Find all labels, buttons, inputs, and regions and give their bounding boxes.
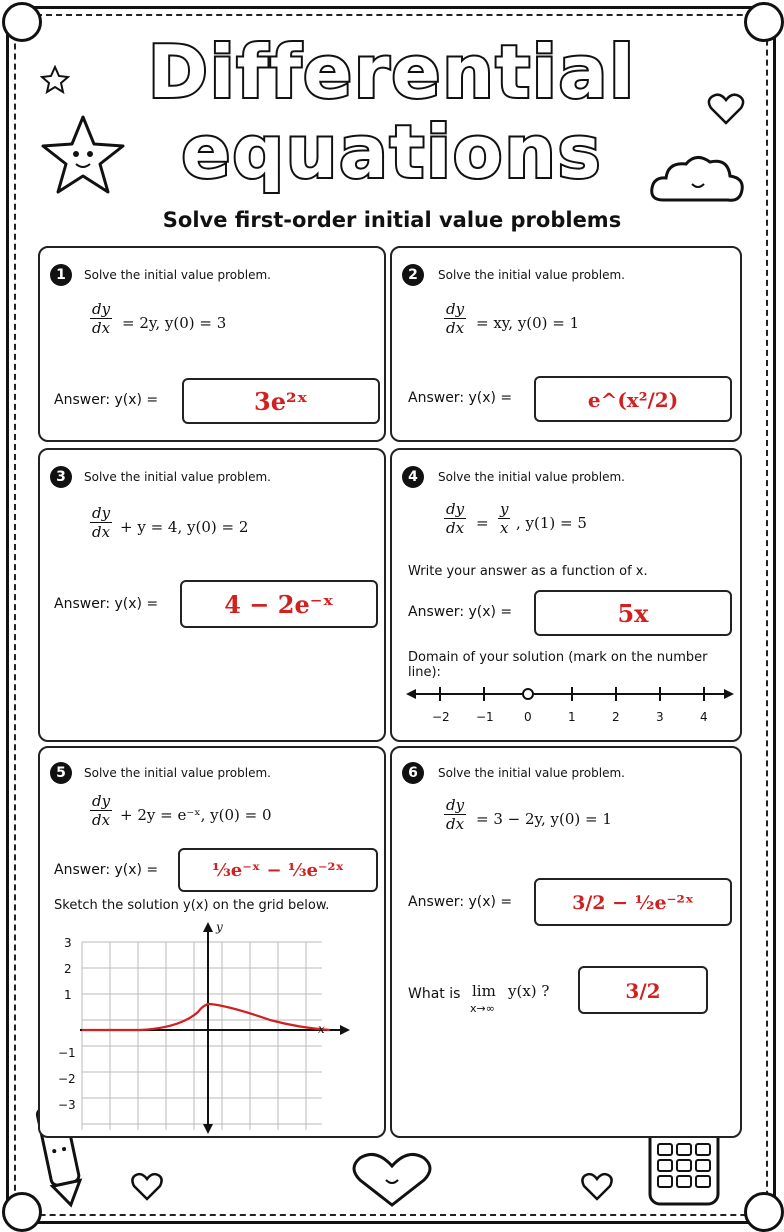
problem-prompt: Solve the initial value problem. — [438, 766, 625, 780]
problem-prompt: Solve the initial value problem. — [438, 268, 625, 282]
problem-prompt: Solve the initial value problem. — [438, 470, 625, 484]
problem-card-2 — [390, 246, 742, 442]
problem-number: 1 — [50, 264, 72, 286]
y-tick-label: 3 — [64, 936, 72, 950]
answer-box[interactable]: 3e²ˣ — [182, 378, 380, 424]
answer-label: Answer: y(x) = — [408, 604, 513, 620]
problem-number: 3 — [50, 466, 72, 488]
problem-card-5 — [38, 746, 386, 1138]
number-line[interactable] — [406, 682, 736, 706]
derivative-fraction: $\frac{dy}{dx}$ — [446, 796, 465, 833]
problem-card-3 — [38, 448, 386, 742]
page-title-line2: equations — [181, 110, 603, 194]
answer-box[interactable]: e^(x²/2) — [534, 376, 732, 422]
y-tick-label: 2 — [64, 962, 72, 976]
y-axis-label: y — [216, 920, 223, 934]
domain-note: Domain of your solution (mark on the number line): — [408, 650, 708, 680]
number-line-label: −2 — [432, 710, 450, 724]
equation-equals: = — [476, 514, 489, 532]
problem-number: 6 — [402, 762, 424, 784]
problem-prompt: Solve the initial value problem. — [84, 766, 271, 780]
number-line-label: −1 — [476, 710, 494, 724]
answer-box[interactable]: 5x — [534, 590, 732, 636]
page-title-line1: Differential — [148, 30, 636, 114]
number-line-label: 3 — [656, 710, 664, 724]
problem-card-6 — [390, 746, 742, 1138]
y-tick-label: 1 — [64, 988, 72, 1002]
answer-label: Answer: y(x) = — [408, 390, 513, 406]
x-axis-label: x — [318, 1022, 325, 1036]
heart-icon — [580, 1172, 614, 1202]
answer-box[interactable]: 3/2 − ½e⁻²ˣ — [534, 878, 732, 926]
answer-box[interactable]: 4 − 2e⁻ˣ — [180, 580, 378, 628]
y-tick-label: −2 — [58, 1072, 76, 1086]
y-tick-label: −1 — [58, 1046, 76, 1060]
problem-number: 2 — [402, 264, 424, 286]
equation: = xy, y(0) = 1 — [476, 314, 580, 332]
equation: + y = 4, y(0) = 2 — [120, 518, 249, 536]
problem-card-4 — [390, 448, 742, 742]
derivative-fraction: $\frac{dy}{dx}$ — [92, 504, 111, 541]
derivative-fraction: $\frac{dy}{dx}$ — [92, 792, 111, 829]
problem-number: 5 — [50, 762, 72, 784]
sketch-grid[interactable] — [80, 920, 380, 1136]
number-line-label: 0 — [524, 710, 532, 724]
answer-label: Answer: y(x) = — [54, 862, 159, 878]
problem-prompt: Solve the initial value problem. — [84, 470, 271, 484]
derivative-fraction: $\frac{dy}{dx}$ — [446, 300, 465, 337]
sketch-note: Sketch the solution y(x) on the grid below. — [54, 898, 330, 913]
derivative-fraction: $\frac{dy}{dx}$ — [92, 300, 111, 337]
limit-word: lim — [472, 982, 496, 1000]
page-subtitle: Solve first-order initial value problems — [162, 208, 622, 232]
problem-prompt: Solve the initial value problem. — [84, 268, 271, 282]
limit-label: What is — [408, 986, 461, 1002]
y-tick-label: −3 — [58, 1098, 76, 1112]
limit-expression: y(x) ? — [508, 982, 550, 1000]
solution-curve — [82, 1004, 330, 1030]
equation: , y(1) = 5 — [516, 514, 587, 532]
instruction-note: Write your answer as a function of x. — [408, 564, 648, 579]
corner-ornament — [744, 1192, 784, 1232]
number-line-label: 2 — [612, 710, 620, 724]
heart-icon — [130, 1172, 164, 1202]
open-circle-marker — [523, 689, 533, 699]
number-line-label: 4 — [700, 710, 708, 724]
limit-subscript: x→∞ — [470, 1002, 495, 1015]
limit-answer-box[interactable]: 3/2 — [578, 966, 708, 1014]
problem-number: 4 — [402, 466, 424, 488]
heart-icon — [340, 1150, 444, 1210]
ratio-fraction: $\frac{y}{x}$ — [500, 500, 509, 537]
answer-label: Answer: y(x) = — [408, 894, 513, 910]
derivative-fraction: $\frac{dy}{dx}$ — [446, 500, 465, 537]
answer-box[interactable]: ⅓e⁻ˣ − ⅓e⁻²ˣ — [178, 848, 378, 892]
equation: + 2y = e⁻ˣ, y(0) = 0 — [120, 806, 272, 824]
equation: = 3 − 2y, y(0) = 1 — [476, 810, 612, 828]
answer-label: Answer: y(x) = — [54, 392, 159, 408]
number-line-label: 1 — [568, 710, 576, 724]
equation: = 2y, y(0) = 3 — [122, 314, 227, 332]
answer-label: Answer: y(x) = — [54, 596, 159, 612]
problem-card-1 — [38, 246, 386, 442]
